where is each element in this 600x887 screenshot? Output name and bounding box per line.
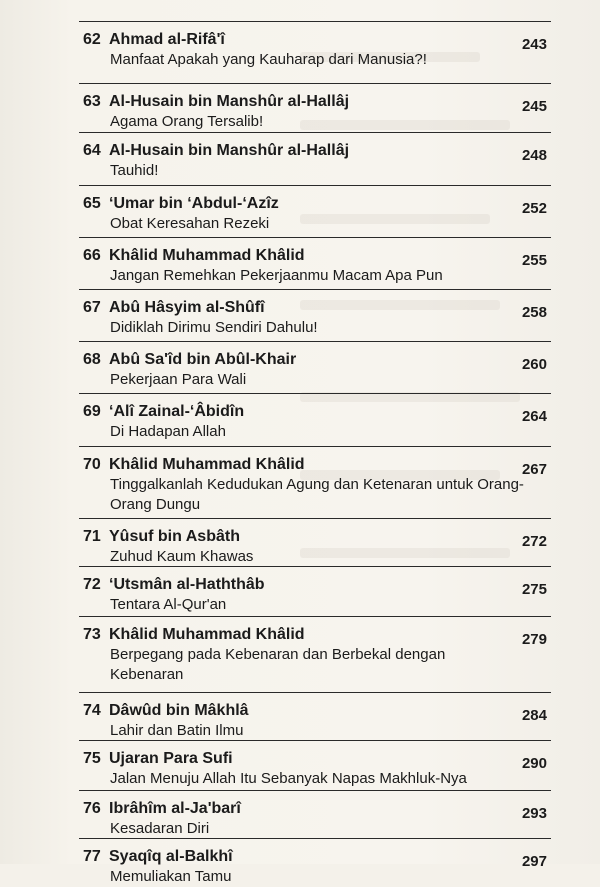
toc-entry[interactable] bbox=[79, 132, 551, 185]
entry-author: Al-Husain bin Manshûr al-Hallâj bbox=[109, 142, 350, 159]
toc-entry[interactable] bbox=[79, 616, 551, 692]
entry-number: 72 bbox=[83, 576, 101, 593]
entry-number: 71 bbox=[83, 528, 101, 545]
entry-title: Berpegang pada Kebenaran dan Berbekal dengan Kebenaran bbox=[110, 646, 446, 683]
entry-author: Ibrâhîm al-Ja'barî bbox=[109, 800, 241, 817]
entry-title: Agama Orang Tersalib! bbox=[110, 113, 264, 130]
entry-page: 279 bbox=[521, 631, 547, 648]
entry-page: 275 bbox=[521, 581, 547, 598]
entry-title: Obat Keresahan Rezeki bbox=[110, 215, 270, 232]
entry-author: Khâlid Muhammad Khâlid bbox=[109, 456, 305, 473]
entry-page: 264 bbox=[521, 408, 547, 425]
entry-page: 245 bbox=[521, 98, 547, 115]
entry-author: Khâlid Muhammad Khâlid bbox=[109, 247, 305, 264]
entry-author: Ujaran Para Sufi bbox=[109, 750, 233, 767]
entry-author: Abû Hâsyim al-Shûfî bbox=[109, 299, 265, 316]
entry-title: Lahir dan Batin Ilmu bbox=[110, 722, 244, 739]
entry-number: 65 bbox=[83, 195, 101, 212]
toc-entry[interactable] bbox=[79, 83, 551, 132]
entry-page: 252 bbox=[521, 200, 547, 217]
entry-author: ‘Umar bin ‘Abdul-‘Azîz bbox=[109, 195, 279, 212]
entry-title: Pekerjaan Para Wali bbox=[110, 371, 247, 388]
entry-title: Tinggalkanlah Kedudukan Agung dan Ketenaran untuk Orang-Orang Dungu bbox=[110, 476, 524, 513]
toc-entry[interactable] bbox=[79, 446, 551, 518]
entry-number: 64 bbox=[83, 142, 101, 159]
toc-entry[interactable] bbox=[79, 393, 551, 446]
toc-entry[interactable] bbox=[79, 790, 551, 838]
entry-number: 77 bbox=[83, 848, 101, 865]
entry-page: 243 bbox=[521, 36, 547, 53]
entry-author: Syaqîq al-Balkhî bbox=[109, 848, 233, 865]
entry-number: 70 bbox=[83, 456, 101, 473]
toc-entry[interactable] bbox=[79, 237, 551, 289]
entry-author: Yûsuf bin Asbâth bbox=[109, 528, 240, 545]
entry-title: Tauhid! bbox=[110, 162, 159, 179]
entry-page: 260 bbox=[521, 356, 547, 373]
entry-number: 76 bbox=[83, 800, 101, 817]
entry-author: Ahmad al-Rifâ'î bbox=[109, 31, 225, 48]
entry-number: 62 bbox=[83, 31, 101, 48]
toc-entry[interactable] bbox=[79, 692, 551, 740]
toc-entry[interactable] bbox=[79, 289, 551, 341]
entry-page: 284 bbox=[521, 707, 547, 724]
entry-author: Abû Sa'îd bin Abûl-Khair bbox=[109, 351, 297, 368]
toc-entry[interactable] bbox=[79, 566, 551, 616]
entry-title: Memuliakan Tamu bbox=[110, 868, 232, 885]
entry-page: 297 bbox=[521, 853, 547, 870]
entry-number: 67 bbox=[83, 299, 101, 316]
entry-author: ‘Utsmân al-Haththâb bbox=[109, 576, 265, 593]
entry-page: 248 bbox=[521, 147, 547, 164]
entry-page: 258 bbox=[521, 304, 547, 321]
entry-number: 69 bbox=[83, 403, 101, 420]
toc-entry[interactable] bbox=[79, 341, 551, 393]
entry-number: 66 bbox=[83, 247, 101, 264]
entry-title: Di Hadapan Allah bbox=[110, 423, 226, 440]
entry-number: 63 bbox=[83, 93, 101, 110]
toc-entry[interactable] bbox=[79, 21, 551, 83]
entry-author: Khâlid Muhammad Khâlid bbox=[109, 626, 305, 643]
entry-title: Jangan Remehkan Pekerjaanmu Macam Apa Pun bbox=[110, 267, 443, 284]
entry-page: 255 bbox=[521, 252, 547, 269]
entry-author: ‘Alî Zainal-‘Âbidîn bbox=[109, 403, 245, 420]
entry-title: Manfaat Apakah yang Kauharap dari Manusia?! bbox=[110, 51, 427, 68]
toc-entry[interactable] bbox=[79, 740, 551, 790]
entry-page: 272 bbox=[521, 533, 547, 550]
entry-title: Tentara Al-Qur'an bbox=[110, 596, 227, 613]
toc-entry[interactable] bbox=[79, 518, 551, 566]
entry-author: Dâwûd bin Mâkhlâ bbox=[109, 702, 249, 719]
entry-number: 74 bbox=[83, 702, 101, 719]
entry-title: Zuhud Kaum Khawas bbox=[110, 548, 254, 565]
entry-number: 75 bbox=[83, 750, 101, 767]
entry-number: 73 bbox=[83, 626, 101, 643]
entry-title: Didiklah Dirimu Sendiri Dahulu! bbox=[110, 319, 318, 336]
entry-page: 290 bbox=[521, 755, 547, 772]
table-of-contents bbox=[79, 21, 551, 885]
entry-title: Jalan Menuju Allah Itu Sebanyak Napas Makhluk-Nya bbox=[110, 770, 467, 787]
entry-author: Al-Husain bin Manshûr al-Hallâj bbox=[109, 93, 350, 110]
toc-entry[interactable] bbox=[79, 838, 551, 885]
toc-entry[interactable] bbox=[79, 185, 551, 237]
entry-title: Kesadaran Diri bbox=[110, 820, 210, 837]
entry-page: 293 bbox=[521, 805, 547, 822]
entry-page: 267 bbox=[521, 461, 547, 478]
entry-number: 68 bbox=[83, 351, 101, 368]
